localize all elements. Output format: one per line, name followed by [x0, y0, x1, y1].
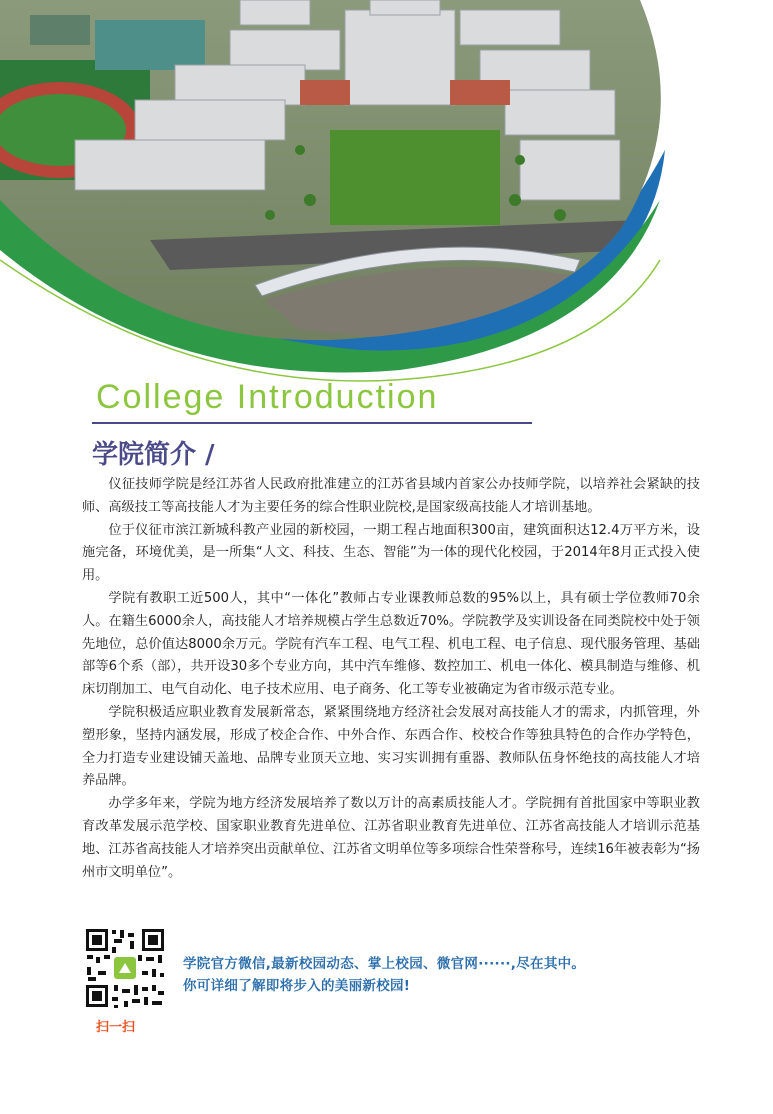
paragraph: 仪征技师学院是经江苏省人民政府批准建立的江苏省县域内首家公办技师学院，以培养社会紧缺的技师、高级技工等高技能人才为主要任务的综合性职业院校,是国家级高技能人才培训基地。 — [82, 477, 700, 515]
scan-label: 扫一扫 — [96, 1020, 136, 1035]
title-divider — [92, 422, 532, 424]
paragraph: 学院积极适应职业教育发展新常态，紧紧围绕地方经济社会发展对高技能人才的需求，内抓管理，外塑形象，坚持内涵发展，形成了校企合作、中外合作、东西合作、校校合作等独具特色的合作办学特色，全力打造专业建设铺天盖地、品牌专业顶天立地、实习实训拥有重器、教师队伍身怀绝技的高技能人才培养品牌。 — [82, 704, 700, 789]
qr-code-graphic — [84, 927, 166, 1009]
qr-code-icon[interactable] — [84, 927, 166, 1009]
section-title-chinese: 学院简介 / — [92, 440, 215, 470]
wechat-promo — [183, 953, 703, 997]
promo-line: 你可详细了解即将步入的美丽新校园! — [183, 978, 411, 994]
introduction-body — [82, 474, 700, 884]
paragraph: 学院有教职工近500人，其中“一体化”教师占专业课教师总数的95%以上，具有硕士学位教师70余人。在籍生6000余人，高技能人才培养规模占学生总数近70%。学院教学及实训设备在同类院校中处于领先地位，总价值达8000余万元。学院有汽车工程、电气工程、机电工程、电子信息、现代服务管理、基础部等6个系（部），共开设30多个专业方向，其中汽车维修、数控加工、机电一体化、模具制造与维修、机床切削加工、电气自动化、电子技术应用、电子商务、化工等专业被确定为省市级示范专业。 — [82, 590, 700, 698]
section-title-english: College Introduction — [96, 378, 439, 416]
paragraph: 办学多年来，学院为地方经济发展培养了数以万计的高素质技能人才。学院拥有首批国家中等职业教育改革发展示范学校、国家职业教育先进单位、江苏省职业教育先进单位、江苏省高技能人才培训示范基地、江苏省高技能人才培养突出贡献单位、江苏省文明单位等多项综合性荣誉称号，连续16年被表彰为“扬州市文明单位”。 — [82, 796, 700, 880]
campus-photo — [0, 0, 773, 400]
paragraph: 位于仪征市滨江新城科教产业园的新校园，一期工程占地面积300亩，建筑面积达12.4万平方米，设施完备，环境优美，是一所集“人文、科技、生态、智能”为一体的现代化校园，于2014年8月正式投入使用。 — [82, 522, 700, 584]
promo-line: 学院官方微信,最新校园动态、掌上校园、微官网······,尽在其中。 — [183, 956, 586, 972]
hero-banner — [0, 0, 773, 400]
